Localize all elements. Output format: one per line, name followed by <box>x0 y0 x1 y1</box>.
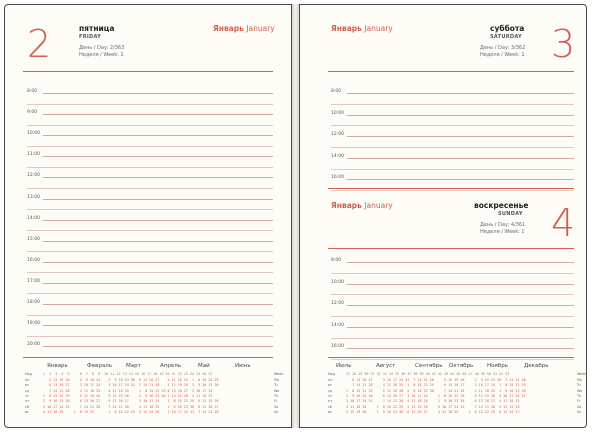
weekday-label: вс <box>25 409 29 414</box>
weekday-label: ср <box>328 388 333 393</box>
time-label: 18:00 <box>27 300 40 305</box>
half-hour-line <box>27 209 273 210</box>
weekday-label: ср <box>25 388 30 393</box>
weekday-label-right: Th <box>274 393 279 398</box>
weekday-label: пт <box>25 399 30 404</box>
week-counter: Неделя / Week: 1 <box>79 52 124 58</box>
month-label-saturday <box>331 24 393 33</box>
hour-line <box>347 327 574 328</box>
time-label: 12:00 <box>331 132 344 138</box>
time-label: 9:00 <box>27 110 38 116</box>
calendar-month-name: Ноябрь <box>487 363 508 369</box>
time-label: 8:00 <box>331 89 342 94</box>
calendar-week-row: 4 11 18 25 1 8 15 22 29 5 12 19 26 3 10 17 24 31 7 14 21 28 5 12 19 26 <box>346 404 520 409</box>
half-hour-line <box>331 338 574 339</box>
day-of-week-ru: суббота <box>490 24 525 33</box>
weekday-label-right: Sa <box>577 404 582 409</box>
calendar-week-row: 7 14 21 28 4 11 18 25 1 8 15 22 29 6 13 20 27 3 10 17 24 1 8 15 22 29 <box>346 383 526 388</box>
day-of-week-ru: пятница <box>79 24 115 33</box>
hour-line <box>347 284 574 285</box>
header-divider <box>23 71 273 72</box>
half-hour-line <box>27 336 273 337</box>
weekday-label-right: Mo <box>274 378 279 382</box>
half-hour-line <box>27 251 273 252</box>
half-hour-line <box>27 125 273 126</box>
half-hour-line <box>331 359 574 360</box>
week-numbers: 27 28 29 30 31 32 33 34 35 36 37 38 39 40 41 42 43 44 45 46 47 48 49 50 51 52 53 <box>346 372 510 376</box>
calendar-week-row: 5 12 19 26 2 9 16 23 2 9 16 23 30 6 13 20 27 4 11 18 25 1 8 15 22 29 <box>43 378 219 382</box>
half-hour-line <box>331 190 574 191</box>
hour-line <box>43 93 273 94</box>
weekday-label-right: Tu <box>274 383 278 388</box>
weekday-label: чт <box>328 393 332 398</box>
half-hour-line <box>27 104 273 105</box>
calendar-week-row: 1 8 15 22 29 5 12 19 26 5 12 19 26 2 9 16 23 30 7 14 21 28 4 11 18 25 <box>43 393 213 398</box>
hour-line <box>43 241 273 242</box>
hour-line <box>43 346 273 347</box>
day-of-week-en: SUNDAY <box>498 211 523 217</box>
month-ru: Январь <box>213 24 244 33</box>
day-of-week-ru: воскресенье <box>474 201 529 210</box>
calendar-month-name: Сентябрь <box>415 363 443 369</box>
time-label: 10:00 <box>331 110 344 116</box>
day-divider <box>328 188 574 189</box>
hour-line <box>43 325 273 326</box>
hour-line <box>43 114 273 115</box>
right-page <box>299 4 587 428</box>
day-number: 3 <box>551 22 576 66</box>
day-counter: День / Day: 3/362 <box>480 45 526 51</box>
calendar-week-row: 7 14 21 28 4 11 18 25 4 11 18 25 1 8 15 22 29 6 13 20 27 3 10 17 24 <box>43 388 213 393</box>
time-label: 14:00 <box>331 153 344 159</box>
weekday-label-right: Fr <box>274 399 278 404</box>
calendar-divider <box>23 357 273 358</box>
month-ru: Январь <box>331 24 362 33</box>
hour-line <box>43 156 273 157</box>
weekday-label: сб <box>328 404 332 409</box>
month-en: January <box>246 24 275 33</box>
time-label: 11:00 <box>27 152 40 158</box>
weekday-label: пн <box>328 378 333 382</box>
calendar-week-row: 3 10 17 24 31 7 14 21 28 7 14 21 28 4 11 18 25 2 9 16 23 30 6 13 20 27 <box>43 404 219 409</box>
hour-line <box>43 199 273 200</box>
calendar-month-name: Май <box>198 363 210 369</box>
time-label: 19:00 <box>27 321 40 327</box>
hour-line <box>43 135 273 136</box>
calendar-month-name: Январь <box>47 363 68 369</box>
time-label: 12:00 <box>27 173 40 179</box>
calendar-month-name: Октябрь <box>449 363 474 369</box>
weekday-label: вт <box>25 383 29 388</box>
hour-line <box>347 305 574 306</box>
half-hour-line <box>27 146 273 147</box>
calendar-week-row: 6 13 20 27 3 10 17 24 3 10 17 24 31 7 14 21 28 5 12 19 26 2 9 16 23 30 <box>43 383 219 388</box>
week-numbers: 1 2 3 4 5 6 7 8 9 10 11 12 13 14 15 16 17 18 19 20 21 22 23 24 25 26 27 <box>43 372 213 376</box>
half-hour-line <box>331 104 574 105</box>
weekday-label: вт <box>328 383 332 388</box>
week-label: Нед <box>328 372 335 376</box>
calendar-month-name: Июль <box>336 363 352 369</box>
time-label: 16:00 <box>27 257 40 263</box>
calendar-week-row: 4 11 18 25 1 8 15 22 1 8 15 22 29 5 12 19 26 3 10 17 24 31 7 14 21 28 <box>43 409 219 414</box>
hour-line <box>347 158 574 159</box>
half-hour-line <box>27 188 273 189</box>
half-hour-line <box>331 147 574 148</box>
week-label-right: Week <box>274 372 284 376</box>
weekday-label: чт <box>25 393 29 398</box>
weekday-label: пн <box>25 378 30 382</box>
calendar-week-row: 3 10 17 24 31 7 14 21 28 4 11 18 25 2 9 16 23 30 6 13 20 27 4 11 18 25 <box>346 399 520 404</box>
hour-line <box>347 179 574 180</box>
half-hour-line <box>331 169 574 170</box>
time-label: 17:00 <box>27 278 40 284</box>
time-label: 10:00 <box>27 131 40 137</box>
hour-line <box>43 304 273 305</box>
half-hour-line <box>27 230 273 231</box>
weekday-label-right: Mo <box>577 378 582 382</box>
calendar-week-row: 2 9 16 23 30 6 13 20 27 6 13 20 27 3 10 17 24 1 8 15 22 29 5 12 19 26 <box>43 399 219 404</box>
weekday-label-right: Fr <box>577 399 581 404</box>
weekday-label-right: We <box>577 388 583 393</box>
weekday-label: сб <box>25 404 29 409</box>
weekday-label-right: Tu <box>577 383 581 388</box>
week-counter: Неделя / Week: 1 <box>480 229 525 235</box>
hour-line <box>347 262 574 263</box>
calendar-month-name: Апрель <box>160 363 181 369</box>
left-page <box>4 4 292 428</box>
weekday-label-right: Sa <box>274 404 279 409</box>
half-hour-line <box>331 294 574 295</box>
day-counter: День / Day: 4/361 <box>480 222 526 228</box>
month-label <box>213 24 275 33</box>
half-hour-line <box>331 125 574 126</box>
half-hour-line <box>331 316 574 317</box>
weekday-label-right: Su <box>274 409 279 414</box>
day-counter: День / Day: 2/363 <box>79 45 125 51</box>
hour-line <box>43 177 273 178</box>
hour-line <box>43 262 273 263</box>
time-label: 10:00 <box>331 279 344 285</box>
calendar-month-name: Август <box>376 363 396 369</box>
calendar-week-row: 1 8 15 22 29 5 12 19 26 2 9 16 23 30 7 14 21 28 4 11 18 25 2 9 16 23 30 <box>346 388 526 393</box>
half-hour-line <box>27 293 273 294</box>
calendar-month-name: Февраль <box>87 363 112 369</box>
weekday-label-right: Su <box>577 409 582 414</box>
day-of-week-en: FRIDAY <box>79 34 102 40</box>
month-ru: Январь <box>331 201 362 210</box>
day-number: 2 <box>27 22 52 66</box>
time-label: 8:00 <box>331 258 342 263</box>
day-number: 4 <box>551 201 576 245</box>
calendar-week-row: 6 13 20 27 3 10 17 24 31 7 14 21 28 5 12 19 26 2 9 16 23 30 7 14 21 28 <box>346 378 526 382</box>
day-of-week-en: SATURDAY <box>490 34 522 40</box>
month-en: January <box>364 24 393 33</box>
week-label-right: Week <box>577 372 587 376</box>
time-label: 16:00 <box>331 175 344 181</box>
calendar-month-name: Март <box>126 363 141 369</box>
hour-line <box>347 115 574 116</box>
calendar-week-row: 5 12 19 26 2 9 16 23 30 6 13 20 27 4 11 18 25 1 8 15 22 29 6 13 20 27 <box>346 409 520 414</box>
time-label: 13:00 <box>27 194 40 200</box>
half-hour-line <box>27 167 273 168</box>
week-counter: Неделя / Week: 1 <box>480 52 525 58</box>
weekday-label-right: Th <box>577 393 582 398</box>
time-label: 16:00 <box>331 344 344 350</box>
time-label: 20:00 <box>27 342 40 348</box>
time-label: 14:00 <box>27 215 40 221</box>
header-divider <box>328 248 574 249</box>
calendar-week-row: 2 9 16 23 30 6 13 20 27 3 10 17 24 1 8 15 22 29 5 12 19 26 3 10 17 24 31 <box>346 393 526 398</box>
hour-line <box>43 283 273 284</box>
calendar-month-name: Июнь <box>235 363 251 369</box>
calendar-month-name: Декабрь <box>524 363 549 369</box>
weekday-label-right: We <box>274 388 280 393</box>
weekday-label: вс <box>328 409 332 414</box>
half-hour-line <box>331 273 574 274</box>
time-label: 14:00 <box>331 322 344 328</box>
month-en: January <box>364 201 393 210</box>
hour-line <box>347 93 574 94</box>
weekday-label: пт <box>328 399 333 404</box>
time-label: 12:00 <box>331 301 344 307</box>
hour-line <box>347 136 574 137</box>
calendar-divider <box>328 357 574 358</box>
hour-line <box>43 220 273 221</box>
month-label-sunday <box>331 201 393 210</box>
header-divider <box>328 71 574 72</box>
binding-gutter <box>292 4 299 428</box>
hour-line <box>347 348 574 349</box>
half-hour-line <box>27 272 273 273</box>
time-label: 8:00 <box>27 89 38 94</box>
half-hour-line <box>27 315 273 316</box>
time-label: 15:00 <box>27 236 40 242</box>
week-label: Нед <box>25 372 32 376</box>
